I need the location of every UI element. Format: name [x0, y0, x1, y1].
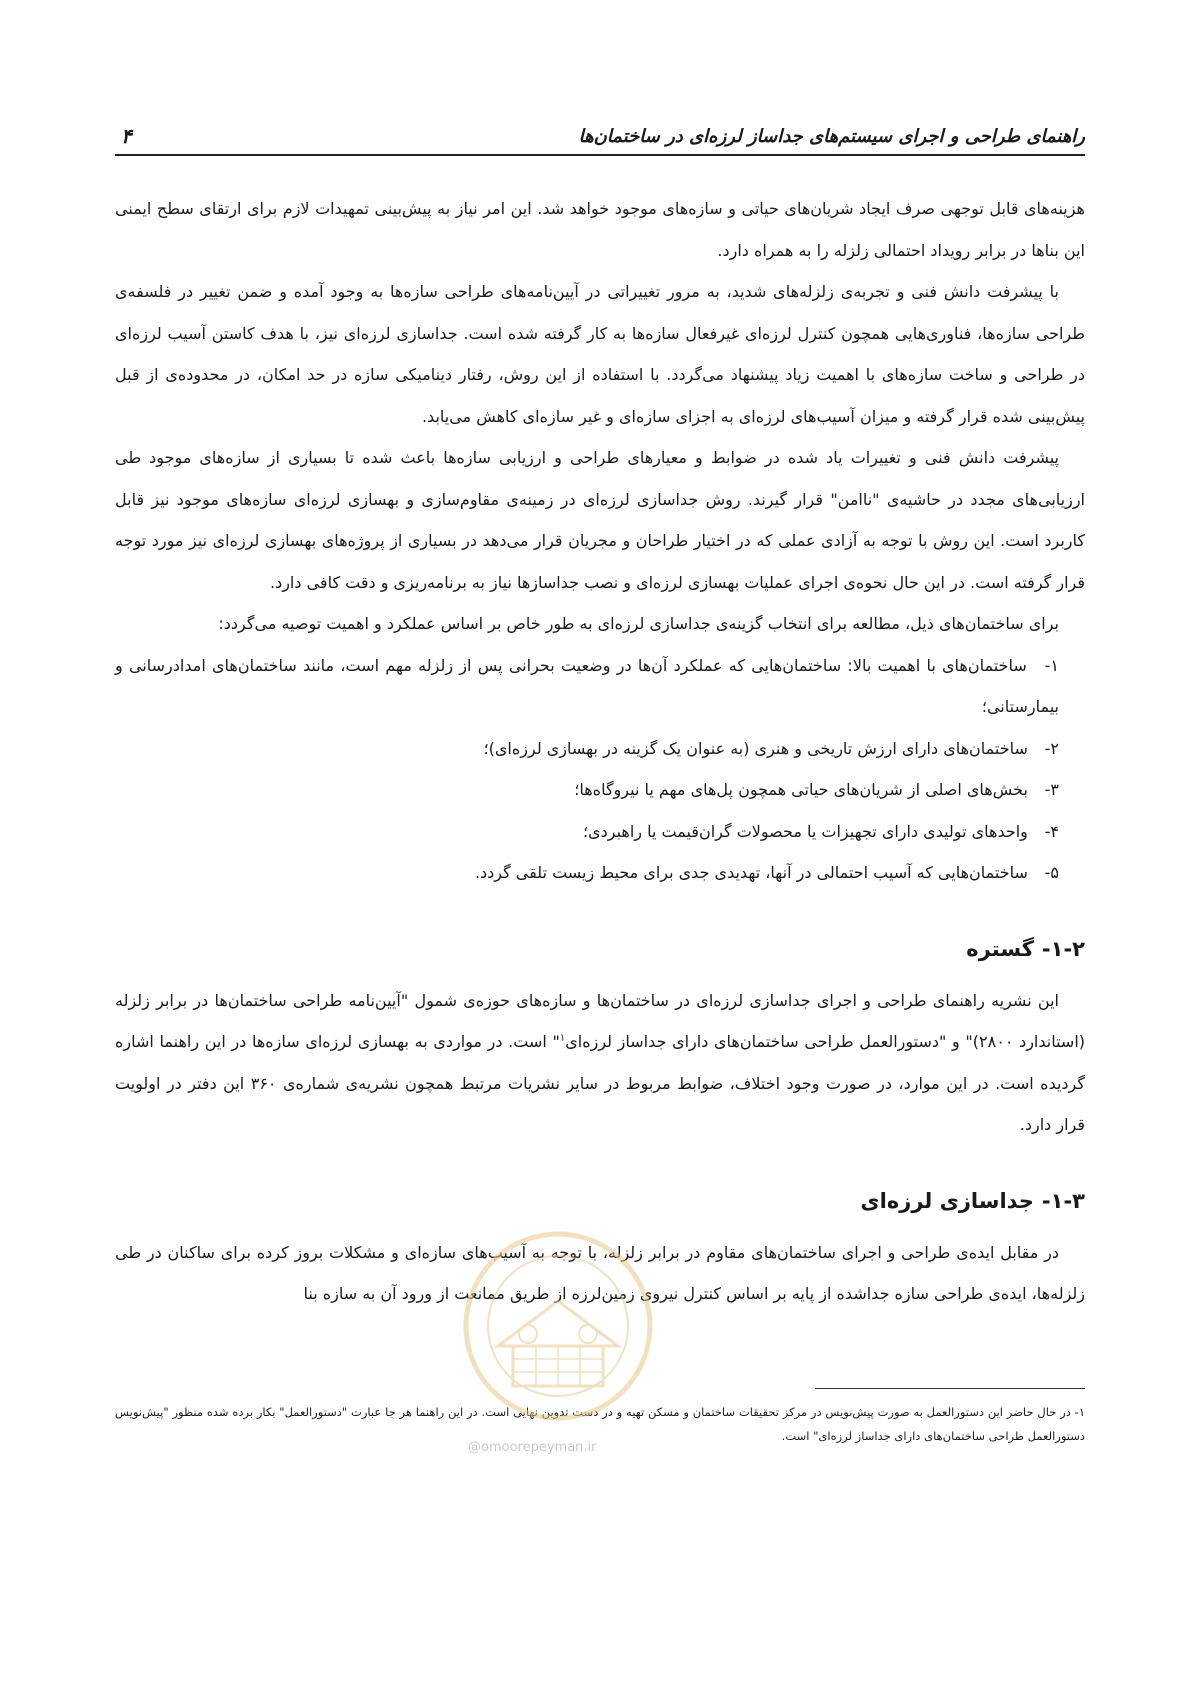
footnote-divider — [815, 1388, 1085, 1389]
list-item-number: ۴- — [1044, 821, 1059, 841]
list-item — [115, 769, 1059, 811]
section-title: گستره — [966, 936, 1034, 961]
list-item — [115, 852, 1059, 894]
paragraph-isolation: در مقابل ایده‌ی طراحی و اجرای ساختمان‌های مقاوم در برابر زلزله، با توجه به آسیب‌های سازه‌ای و مشکلات بروز کرده برای ساکنان در طی زلزله‌ها، ایده‌ی طراحی سازه جداشده از پایه بر اساس کنترل نیروی زمین‌لرزه از طریق ممانعت از ورود آن به سازه بنا — [115, 1242, 1085, 1303]
paragraph-1: هزینه‌های قابل توجهی صرف ایجاد شریان‌های حیاتی و سازه‌های موجود خواهد شد. این امر نیاز به پیش‌بینی تمهیدات لازم برای ارتقای سطح ایمنی این بناها در برابر رویداد احتمالی زلزله را به همراه دارد. — [115, 199, 1085, 260]
paragraph-2: با پیشرفت دانش فنی و تجربه‌ی زلزله‌های شدید، به مرور تغییراتی در آیین‌نامه‌های طراحی سازه‌ها به وجود آمده و ضمن تغییر در فلسفه‌ی طراحی سازه‌ها، فناوری‌هایی همچون کنترل لرزه‌ای غیرفعال سازه‌ها به کار گرفته شده است. جداسازی لرزه‌ای نیز، با هدف کاستن آسیب لرزه‌ای در طراحی و ساخت سازه‌های با اهمیت زیاد پیشنهاد می‌گردد. با استفاده از این روش، رفتار دینامیکی سازه در حد امکان، در محدوده‌ی از قبل پیش‌بینی شده قرار گرفته و میزان آسیب‌های لرزه‌ای به اجزای سازه‌ای و غیر سازه‌ای کاهش می‌یابد. — [115, 282, 1085, 426]
section-heading-isolation — [115, 1184, 1085, 1218]
building-list — [115, 645, 1085, 894]
document-body — [115, 188, 1085, 1315]
list-item — [115, 645, 1059, 728]
paragraph-4: برای ساختمان‌های ذیل، مطالعه برای انتخاب گزینه‌ی جداسازی لرزه‌ای به طور خاص بر اساس عملکرد و اهمیت توصیه می‌گردد: — [218, 614, 1059, 633]
list-item-text: بخش‌های اصلی از شریان‌های حیاتی همچون پل‌های مهم یا نیروگاه‌ها؛ — [574, 780, 1028, 799]
list-item-number: ۵- — [1044, 863, 1059, 882]
section-title: جداسازی لرزه‌ای — [860, 1188, 1034, 1213]
page-number: ۴ — [121, 124, 132, 148]
paragraph-scope — [115, 980, 1085, 1146]
section-heading-scope — [115, 932, 1085, 966]
section-number: ۱-۲- — [1041, 936, 1085, 961]
list-item — [115, 811, 1059, 853]
list-item-number: ۱- — [1044, 655, 1059, 675]
section-number: ۱-۳- — [1041, 1188, 1085, 1213]
footnote-marker: ۱ — [559, 1032, 566, 1044]
list-item-text: ساختمان‌های دارای ارزش تاریخی و هنری (به عنوان یک گزینه در بهسازی لرزه‌ای)؛ — [483, 738, 1028, 758]
list-item-number: ۲- — [1044, 738, 1059, 758]
list-item-text: ساختمان‌های با اهمیت بالا: ساختمان‌هایی که عملکرد آن‌ها در وضعیت بحرانی پس از زلزله مهم است، مانند ساختمان‌های امدادرسانی و بیمارستانی؛ — [115, 655, 1059, 716]
list-item-text: واحدهای تولیدی دارای تجهیزات یا محصولات گران‌قیمت یا راهبردی؛ — [583, 821, 1028, 841]
watermark-url: @omoorepeyman.ir — [468, 1440, 597, 1455]
list-item — [115, 728, 1059, 770]
scope-text-start: این نشریه راهنمای طراحی و اجرای جداسازی لرزه‌ای در ساختمان‌ها و سازه‌های حوزه‌ی شمول "آیین‌نامه طراحی ساختمان‌ها در برابر زلزله (استاندارد ۲۸۰۰)" و "دستورالعمل طراحی ساختمان‌های دارای جداساز لرزه‌ای — [115, 990, 1086, 1051]
footnote: ۱- در حال حاضر این دستورالعمل به صورت پیش‌نویس در مرکز تحقیقات ساختمان و مسکن تهیه و در دست تدوین نهایی است. در این راهنما هر جا عبارت "دستورالعمل" بکار برده شده منظور "پیش‌نویس دستورالعمل طراحی ساختمان‌های دارای جداساز لرزه‌ای" است. — [115, 1405, 1085, 1443]
list-item-number: ۳- — [1044, 780, 1059, 799]
scope-text-end: " است. در مواردی به بهسازی لرزه‌ای سازه‌ها در این راهنما اشاره گردیده است. در این موارد، در صورت وجود اختلاف، ضوابط مربوط در سایر نشریات مرتبط همچون نشریه‌ی شماره‌ی ۳۶۰ این دفتر در اولویت قرار دارد. — [115, 1032, 1085, 1134]
running-title: راهنمای طراحی و اجرای سیستم‌های جداساز لرزه‌ای در ساختمان‌ها — [578, 125, 1085, 147]
document-page — [115, 0, 1085, 1684]
list-item-text: ساختمان‌هایی که آسیب احتمالی در آنها، تهدیدی جدی برای محیط زیست تلقی گردد. — [474, 863, 1028, 882]
paragraph-3: پیشرفت دانش فنی و تغییرات یاد شده در ضوابط و معیارهای طراحی و ارزیابی سازه‌ها باعث شده تا بسیاری از سازه‌های موجود طی ارزیابی‌های مجدد در حاشیه‌ی "ناامن" قرار گیرند. روش جداسازی لرزه‌ای در زمینه‌ی مقاوم‌سازی و بهسازی لرزه‌ای سازه‌های موجود نیز قابل کاربرد است. این روش با توجه به آزادی عملی که در اختیار طراحان و مجریان قرار می‌دهد در بسیاری از پروژه‌های بهسازی لرزه‌ای نیز مورد توجه قرار گرفته است. در این حال نحوه‌ی اجرای عملیات بهسازی لرزه‌ای و نصب جداسازها نیاز به برنامه‌ریزی و دقت کافی دارد. — [115, 448, 1085, 592]
running-header — [115, 118, 1085, 156]
